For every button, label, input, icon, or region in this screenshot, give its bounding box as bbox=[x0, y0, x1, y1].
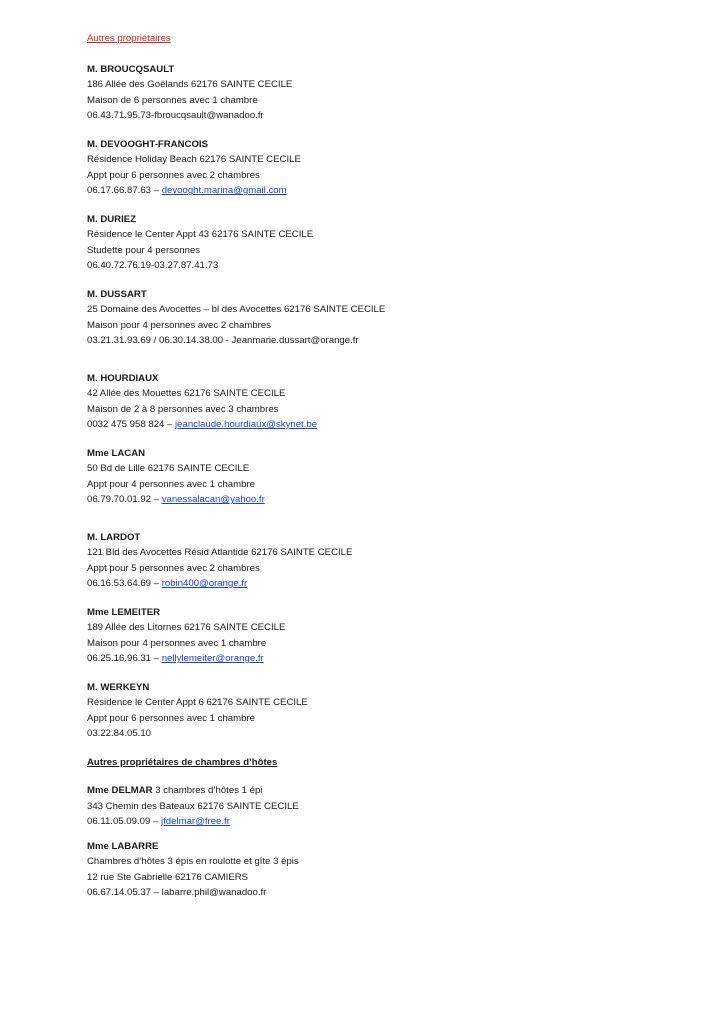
owner-name: Mme LEMEITER bbox=[87, 606, 161, 618]
chambre-summary: 3 chambres d’hôtes 1 épi bbox=[152, 785, 263, 796]
owner-description: Maison de 6 personnes avec 1 chambre bbox=[87, 94, 258, 106]
owner-name: M. DURIEZ bbox=[87, 213, 137, 225]
page-heading: Autres propriétaires bbox=[87, 33, 171, 44]
owner-address: 189 Allée des Litornes 62176 SAINTE CECILE bbox=[87, 622, 286, 633]
owner-entry-lemeiter bbox=[87, 605, 647, 667]
owner-email-link[interactable]: jeanclaude.hourdiaux@skynet.be bbox=[175, 419, 318, 430]
owner-description: Appt pour 4 personnes avec 1 chambre bbox=[87, 478, 255, 490]
chambre-contact: 06.67.14.05.37 – labarre.phil@wanadoo.fr bbox=[87, 887, 267, 898]
chambre-address: 12 rue Ste Gabrielle 62176 CAMIERS bbox=[87, 871, 249, 883]
owner-email-link[interactable]: robin400@orange.fr bbox=[161, 578, 248, 589]
owner-entry-broucqsault bbox=[87, 62, 647, 124]
owner-contact: 03.22.84.05.10 bbox=[87, 728, 152, 739]
chambre-title bbox=[87, 783, 647, 799]
owner-contact: 06.40.72.76.19-03.27.87.41.73 bbox=[87, 260, 219, 271]
owner-phone: 06.16.53.64.69 – bbox=[87, 578, 162, 589]
owner-entry-hourdiaux bbox=[87, 371, 647, 433]
owner-contact bbox=[87, 417, 647, 433]
owner-address: 50 Bd de Lille 62176 SAINTE CECILE bbox=[87, 463, 250, 474]
owner-contact: 03.21.31.93.69 / 06.30.14.38.00 - Jeanmarie.dussart@orange.fr bbox=[87, 335, 359, 346]
owner-description: Maison de 2 à 8 personnes avec 3 chambres bbox=[87, 403, 279, 415]
owner-name: M. DEVOOGHT-FRANCOIS bbox=[87, 138, 208, 150]
owner-contact bbox=[87, 576, 647, 592]
document-page bbox=[87, 31, 647, 901]
chambre-address: 343 Chemin des Bateaux 62176 SAINTE CECILE bbox=[87, 800, 299, 812]
chambre-entry-labarre bbox=[87, 839, 647, 901]
owner-description: Appt pour 6 personnes avec 2 chambres bbox=[87, 169, 260, 181]
chambres-heading: Autres propriétaires de chambres d’hôtes bbox=[87, 756, 278, 768]
owner-description: Appt pour 5 personnes avec 2 chambres bbox=[87, 562, 260, 574]
owner-name: M. WERKEYN bbox=[87, 681, 150, 693]
owner-phone: 06.79.70.01.92 – bbox=[87, 494, 162, 505]
chambre-name: Mme DELMAR bbox=[87, 785, 153, 796]
owner-entry-dussart bbox=[87, 287, 647, 349]
owner-address: Résidence le Center Appt 43 62176 SAINTE CECILE bbox=[87, 229, 314, 240]
owner-entry-devooght bbox=[87, 137, 647, 199]
owner-address: 121 Bld des Avocettes Résid Atlantide 62176 SAINTE CECILE bbox=[87, 547, 353, 558]
owner-name: Mme LACAN bbox=[87, 447, 146, 459]
owner-phone: 0032 475 958 824 – bbox=[87, 419, 176, 430]
owner-email-link[interactable]: nellylemeiter@orange.fr bbox=[161, 653, 264, 664]
chambre-name: Mme LABARRE bbox=[87, 840, 159, 852]
owner-description: Maison pour 4 personnes avec 1 chambre bbox=[87, 637, 267, 649]
owner-contact bbox=[87, 183, 647, 199]
chambre-email-link[interactable]: jfdelmar@free.fr bbox=[160, 816, 230, 827]
owner-contact: 06.43.71.95.73-fbroucqsault@wanadoo.fr bbox=[87, 110, 264, 121]
owner-name: M. HOURDIAUX bbox=[87, 372, 159, 384]
owner-entry-duriez bbox=[87, 212, 647, 274]
owner-email-link[interactable]: devooght.marina@gmail.com bbox=[161, 185, 287, 196]
owner-entry-lacan bbox=[87, 446, 647, 508]
owner-contact bbox=[87, 492, 647, 508]
owner-address: 186 Allée des Goëlands 62176 SAINTE CECILE bbox=[87, 79, 293, 90]
owner-entry-werkeyn bbox=[87, 680, 647, 742]
owner-name: M. LARDOT bbox=[87, 531, 141, 543]
owner-description: Maison pour 4 personnes avec 2 chambres bbox=[87, 319, 271, 331]
owner-address: 42 Allée des Mouettes 62176 SAINTE CECILE bbox=[87, 388, 286, 399]
owner-name: M. BROUCQSAULT bbox=[87, 63, 175, 75]
chambre-phone: 06.11.05.09.09 – bbox=[87, 816, 161, 827]
owner-phone: 06.17.66.87.63 – bbox=[87, 185, 162, 196]
owner-email-link[interactable]: vanessalacan@yahoo.fr bbox=[161, 494, 265, 505]
owner-description: Appt pour 6 personnes avec 1 chambre bbox=[87, 712, 255, 724]
owner-contact bbox=[87, 651, 647, 667]
owner-description: Studette pour 4 personnes bbox=[87, 244, 201, 256]
chambre-contact bbox=[87, 814, 647, 830]
owner-address: 25 Domaine des Avocettes – bl des Avocettes 62176 SAINTE CECILE bbox=[87, 304, 386, 315]
owner-address: Résidence le Center Appt 6 62176 SAINTE CECILE bbox=[87, 697, 308, 708]
owner-phone: 06.25.16.96.31 – bbox=[87, 653, 162, 664]
owner-entry-lardot bbox=[87, 530, 647, 592]
chambre-description: Chambres d’hôtes 3 épis en roulotte et gîte 3 épis bbox=[87, 856, 299, 867]
owner-name: M. DUSSART bbox=[87, 288, 147, 300]
chambre-entry-delmar bbox=[87, 783, 647, 830]
owner-address: Résidence Holiday Beach 62176 SAINTE CECILE bbox=[87, 154, 301, 165]
